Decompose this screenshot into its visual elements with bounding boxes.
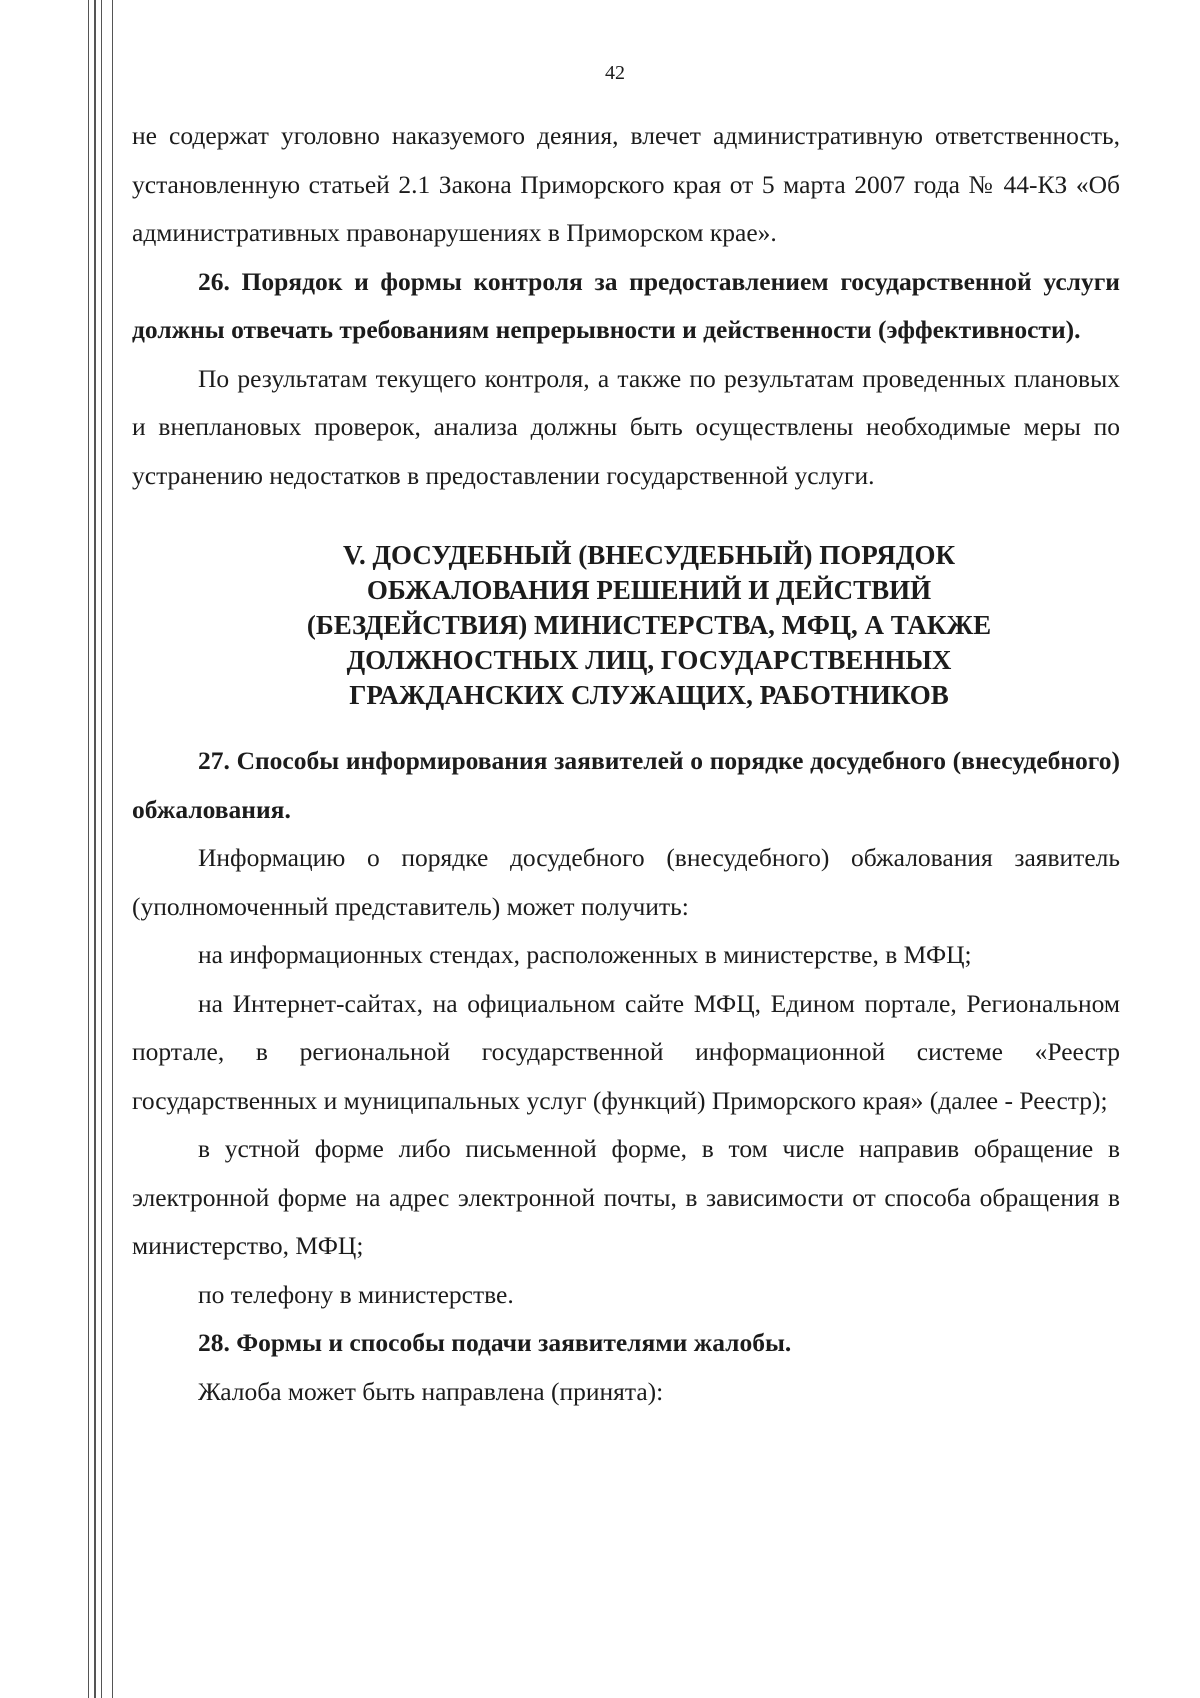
paragraph-control-results: По результатам текущего контроля, а также по результатам проведенных плановых и внеплановых проверок, анализа должны быть осуществлены необходимые меры по устранению недостатков в предоставлении государственной услуги. (132, 363, 1120, 490)
binder-margin-lines (88, 0, 118, 1698)
heading-item-27: 27. Способы информирования заявителей о порядке досудебного (внесудебного) обжалования. (132, 746, 1120, 824)
heading-item-28: 28. Формы и способы подачи заявителями жалобы. (198, 1328, 792, 1357)
paragraph-continuation: не содержат уголовно наказуемого деяния, влечет административную ответственность, установленную статьей 2.1 Закона Приморского края от 5 марта 2007 года № 44-КЗ «Об административных правонарушениях в Приморском крае». (132, 121, 1120, 247)
document-body (132, 112, 1120, 1416)
heading-item-26: 26. Порядок и формы контроля за предоставлением государственной услуги должны отвечать требованиям непрерывности и действенности (эффективности). (132, 266, 1120, 344)
section-title-line: ДОЛЖНОСТНЫХ ЛИЦ, ГОСУДАРСТВЕННЫХ (346, 645, 952, 675)
section-title-line: ГРАЖДАНСКИХ СЛУЖАЩИХ, РАБОТНИКОВ (349, 680, 949, 710)
page-number: 42 (605, 62, 625, 84)
paragraph-info-websites: на Интернет-сайтах, на официальном сайте МФЦ, Едином портале, Региональном портале, в региональной государственной информационной системе «Реестр государственных и муниципальных услуг (функций) Приморского края» (далее - Реестр); (132, 988, 1120, 1115)
section-title-line: ОБЖАЛОВАНИЯ РЕШЕНИЙ И ДЕЙСТВИЙ (366, 575, 932, 605)
paragraph-info-stands: на информационных стендах, расположенных в министерстве, в МФЦ; (198, 940, 972, 969)
section-title-line: V. ДОСУДЕБНЫЙ (ВНЕСУДЕБНЫЙ) ПОРЯДОК (342, 540, 956, 570)
paragraph-complaint-submission: Жалоба может быть направлена (принята): (198, 1376, 664, 1406)
paragraph-info-phone: по телефону в министерстве. (198, 1279, 514, 1309)
section-title-v (132, 538, 1120, 713)
paragraph-info-appeal: Информацию о порядке досудебного (внесудебного) обжалования заявитель (уполномоченный представитель) может получить: (132, 843, 1120, 921)
section-title-line: (БЕЗДЕЙСТВИЯ) МИНИСТЕРСТВА, МФЦ, А ТАКЖЕ (306, 610, 992, 640)
paragraph-info-oral-written: в устной форме либо письменной форме, в том числе направив обращение в электронной форме на адрес электронной почты, в зависимости от способа обращения в министерство, МФЦ; (132, 1134, 1120, 1260)
